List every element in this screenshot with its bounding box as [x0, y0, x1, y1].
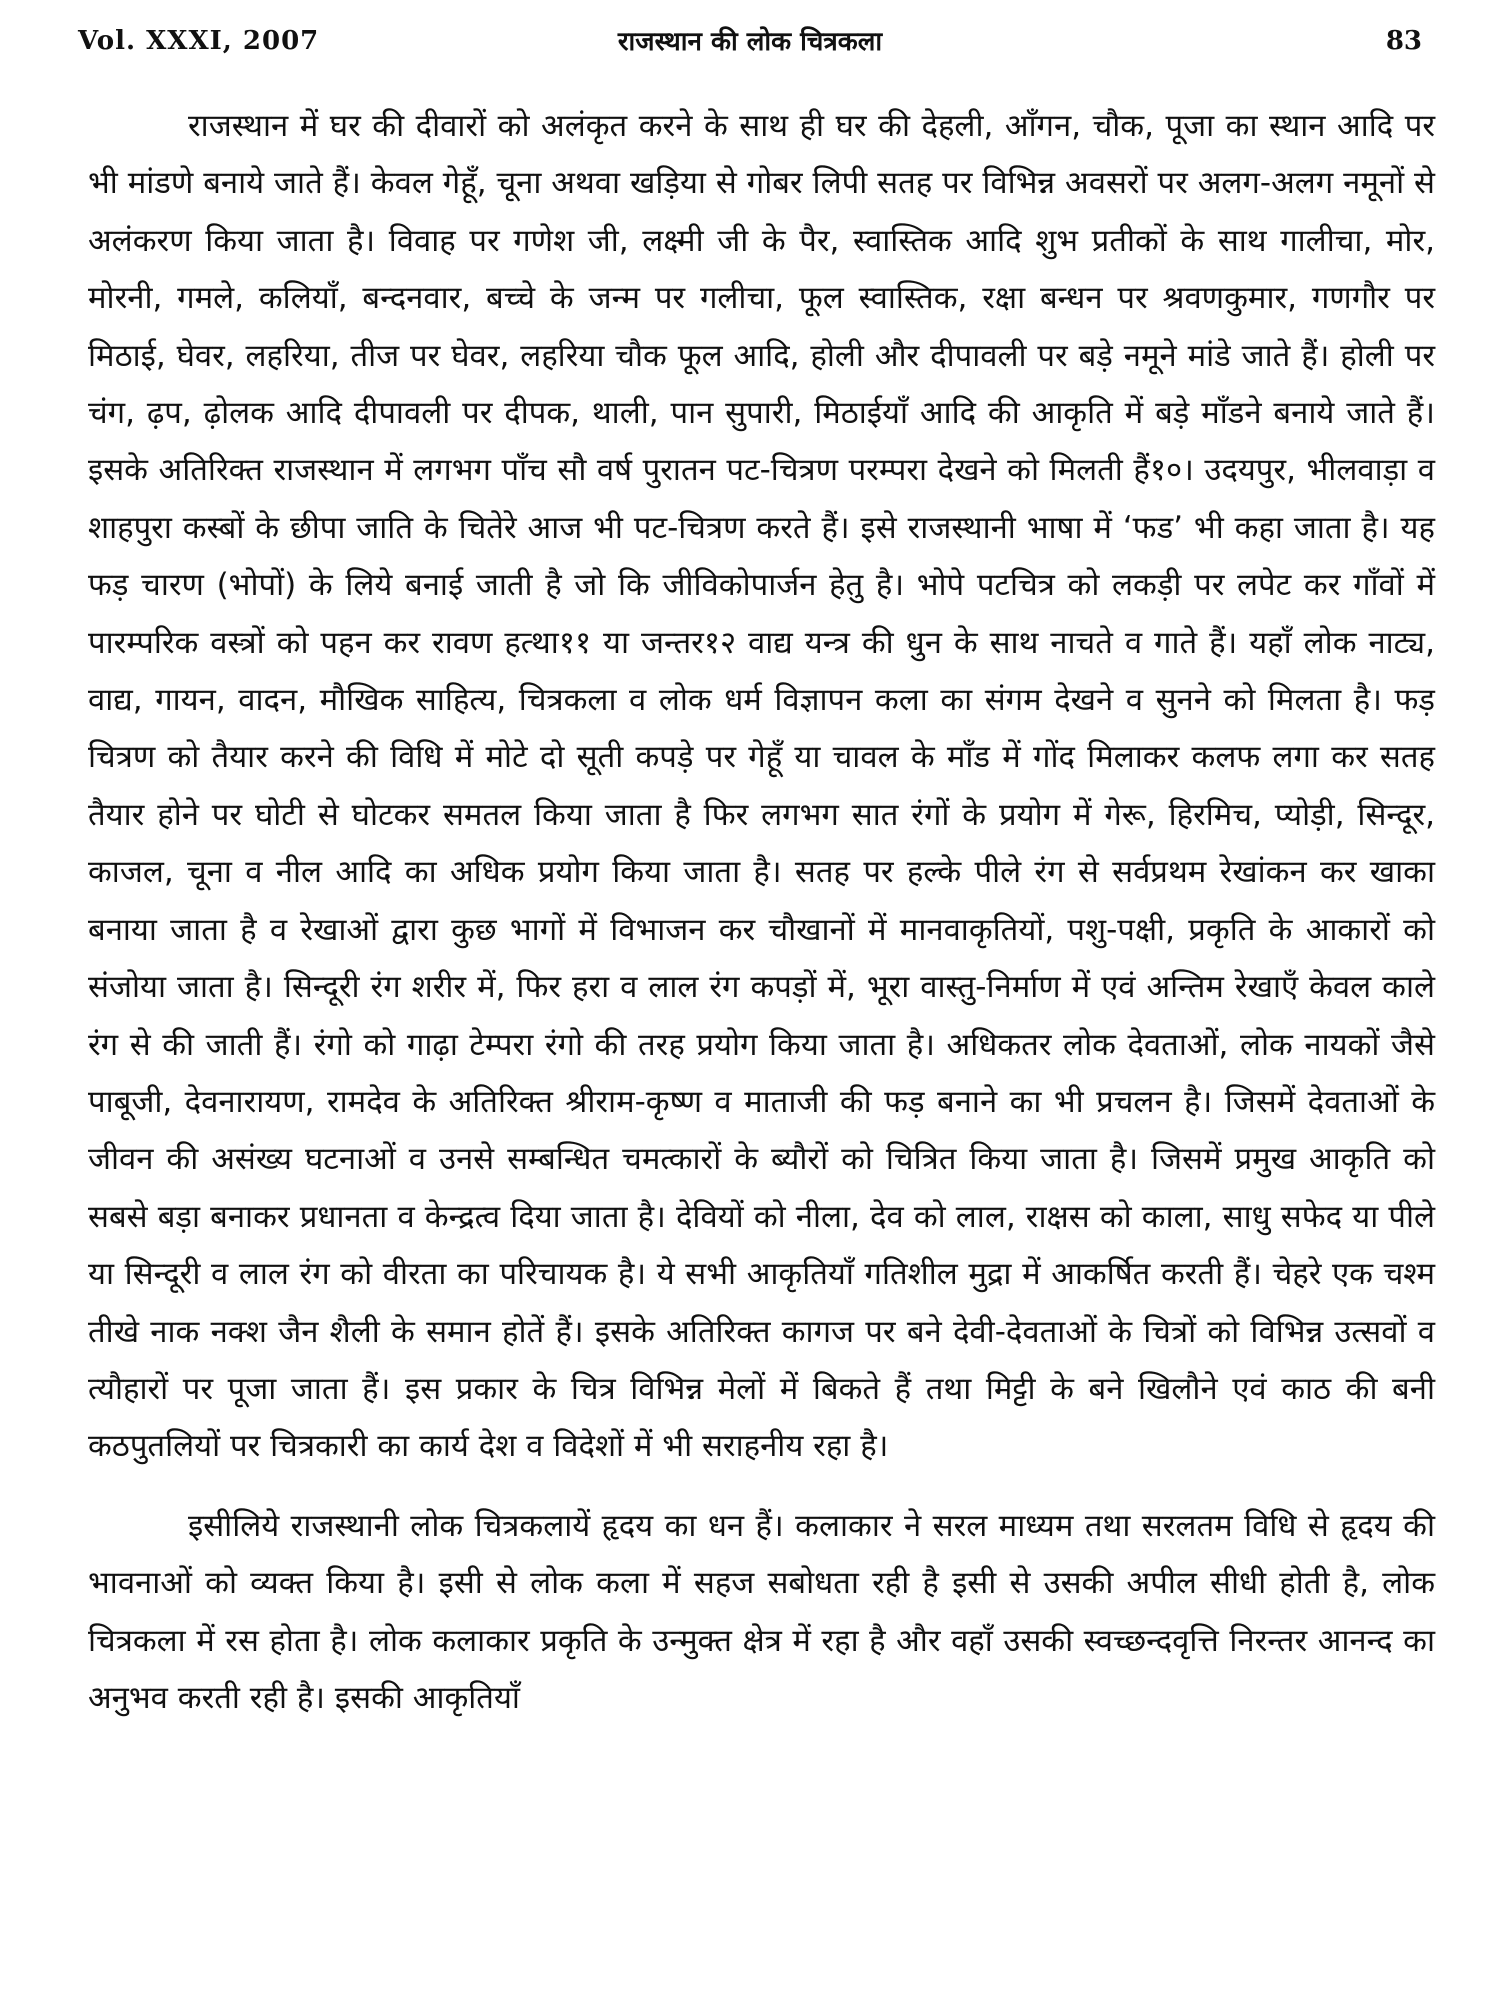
running-title: राजस्थान की लोक चित्रकला	[617, 27, 883, 57]
page-header	[78, 22, 1422, 62]
paragraph-1: राजस्थान में घर की दीवारों को अलंकृत करने के साथ ही घर की देहली, आँगन, चौक, पूजा का स्थान आदि पर भी मांडणे बनाये जाते हैं। केवल गेहूँ, चूना अथवा खड़िया से गोबर लिपी सतह पर विभिन्न अवसरों पर अलग-अलग नमूनों से अलंकरण किया जाता है। विवाह पर गणेश जी, लक्ष्मी जी के पैर, स्वास्तिक आदि शुभ प्रतीकों के साथ गालीचा, मोर, मोरनी, गमले, कलियाँ, बन्दनवार, बच्चे के जन्म पर गलीचा, फूल स्वास्तिक, रक्षा बन्धन पर श्रवणकुमार, गणगौर पर मिठाई, घेवर, लहरिया, तीज पर घेवर, लहरिया चौक फूल आदि, होली और दीपावली पर बड़े नमूने मांडे जाते हैं। होली पर चंग, ढ़प, ढ़ोलक आदि दीपावली पर दीपक, थाली, पान सुपारी, मिठाईयाँ आदि की आकृति में बड़े माँडने बनाये जाते हैं। इसके अतिरिक्त राजस्थान में लगभग पाँच सौ वर्ष पुरातन पट-चित्रण परम्परा देखने को मिलती हैं१०। उदयपुर, भीलवाड़ा व शाहपुरा कस्बों के छीपा जाति के चितेरे आज भी पट-चित्रण करते हैं। इसे राजस्थानी भाषा में ‘फड’ भी कहा जाता है। यह फड़ चारण (भोपों) के लिये बनाई जाती है जो कि जीविकोपार्जन हेतु है। भोपे पटचित्र को लकड़ी पर लपेट कर गाँवों में पारम्परिक वस्त्रों को पहन कर रावण हत्था११ या जन्तर१२ वाद्य यन्त्र की धुन के साथ नाचते व गाते हैं। यहाँ लोक नाट्य, वाद्य, गायन, वादन, मौखिक साहित्य, चित्रकला व लोक धर्म विज्ञापन कला का संगम देखने व सुनने को मिलता है। फड़ चित्रण को तैयार करने की विधि में मोटे दो सूती कपड़े पर गेहूँ या चावल के माँड में गोंद मिलाकर कलफ लगा कर सतह तैयार होने पर घोटी से घोटकर समतल किया जाता है फिर लगभग सात रंगों के प्रयोग में गेरू, हिरमिच, प्योड़ी, सिन्दूर, काजल, चूना व नील आदि का अधिक प्रयोग किया जाता है। सतह पर हल्के पीले रंग से सर्वप्रथम रेखांकन कर खाका बनाया जाता है व रेखाओं द्वारा कुछ भागों में विभाजन कर चौखानों में मानवाकृतियों, पशु-पक्षी, प्रकृति के आकारों को संजोया जाता है। सिन्दूरी रंग शरीर में, फिर हरा व लाल रंग कपड़ों में, भूरा वास्तु-निर्माण में एवं अन्तिम रेखाएँ केवल काले रंग से की जाती हैं। रंगो को गाढ़ा टेम्परा रंगो की तरह प्रयोग किया जाता है। अधिकतर लोक देवताओं, लोक नायकों जैसे पाबूजी, देवनारायण, रामदेव के अतिरिक्त श्रीराम-कृष्ण व माताजी की फड़ बनाने का भी प्रचलन है। जिसमें देवताओं के जीवन की असंख्य घटनाओं व उनसे सम्बन्धित चमत्कारों के ब्यौरों को चित्रित किया जाता है। जिसमें प्रमुख आकृति को सबसे बड़ा बनाकर प्रधानता व केन्द्रत्व दिया जाता है। देवियों को नीला, देव को लाल, राक्षस को काला, साधु सफेद या पीले या सिन्दूरी व लाल रंग को वीरता का परिचायक है। ये सभी आकृतियाँ गतिशील मुद्रा में आकर्षित करती हैं। चेहरे एक चश्म तीखे नाक नक्श जैन शैली के समान होतें हैं। इसके अतिरिक्त कागज पर बने देवी-देवताओं के चित्रों को विभिन्न उत्सवों व त्यौहारों पर पूजा जाता हैं। इस प्रकार के चित्र विभिन्न मेलों में बिकते हैं तथा मिट्टी के बने खिलौने एवं काठ की बनी कठपुतलियों पर चित्रकारी का कार्य देश व विदेशों में भी सराहनीय रहा है।	[88, 108, 1435, 1465]
page-number: 83	[1385, 26, 1422, 56]
article-body	[88, 98, 1435, 1727]
paragraph-2: इसीलिये राजस्थानी लोक चित्रकलायें हृदय का धन हैं। कलाकार ने सरल माध्यम तथा सरलतम विधि से हृदय की भावनाओं को व्यक्त किया है। इसी से लोक कला में सहज सबोधता रही है इसी से उसकी अपील सीधी होती है, लोक चित्रकला में रस होता है। लोक कलाकार प्रकृति के उन्मुक्त क्षेत्र में रहा है और वहाँ उसकी स्वच्छन्दवृत्ति निरन्तर आनन्द का अनुभव करती रही है। इसकी आकृतियाँ	[88, 1507, 1435, 1716]
journal-volume: Vol. XXXI, 2007	[78, 26, 320, 56]
